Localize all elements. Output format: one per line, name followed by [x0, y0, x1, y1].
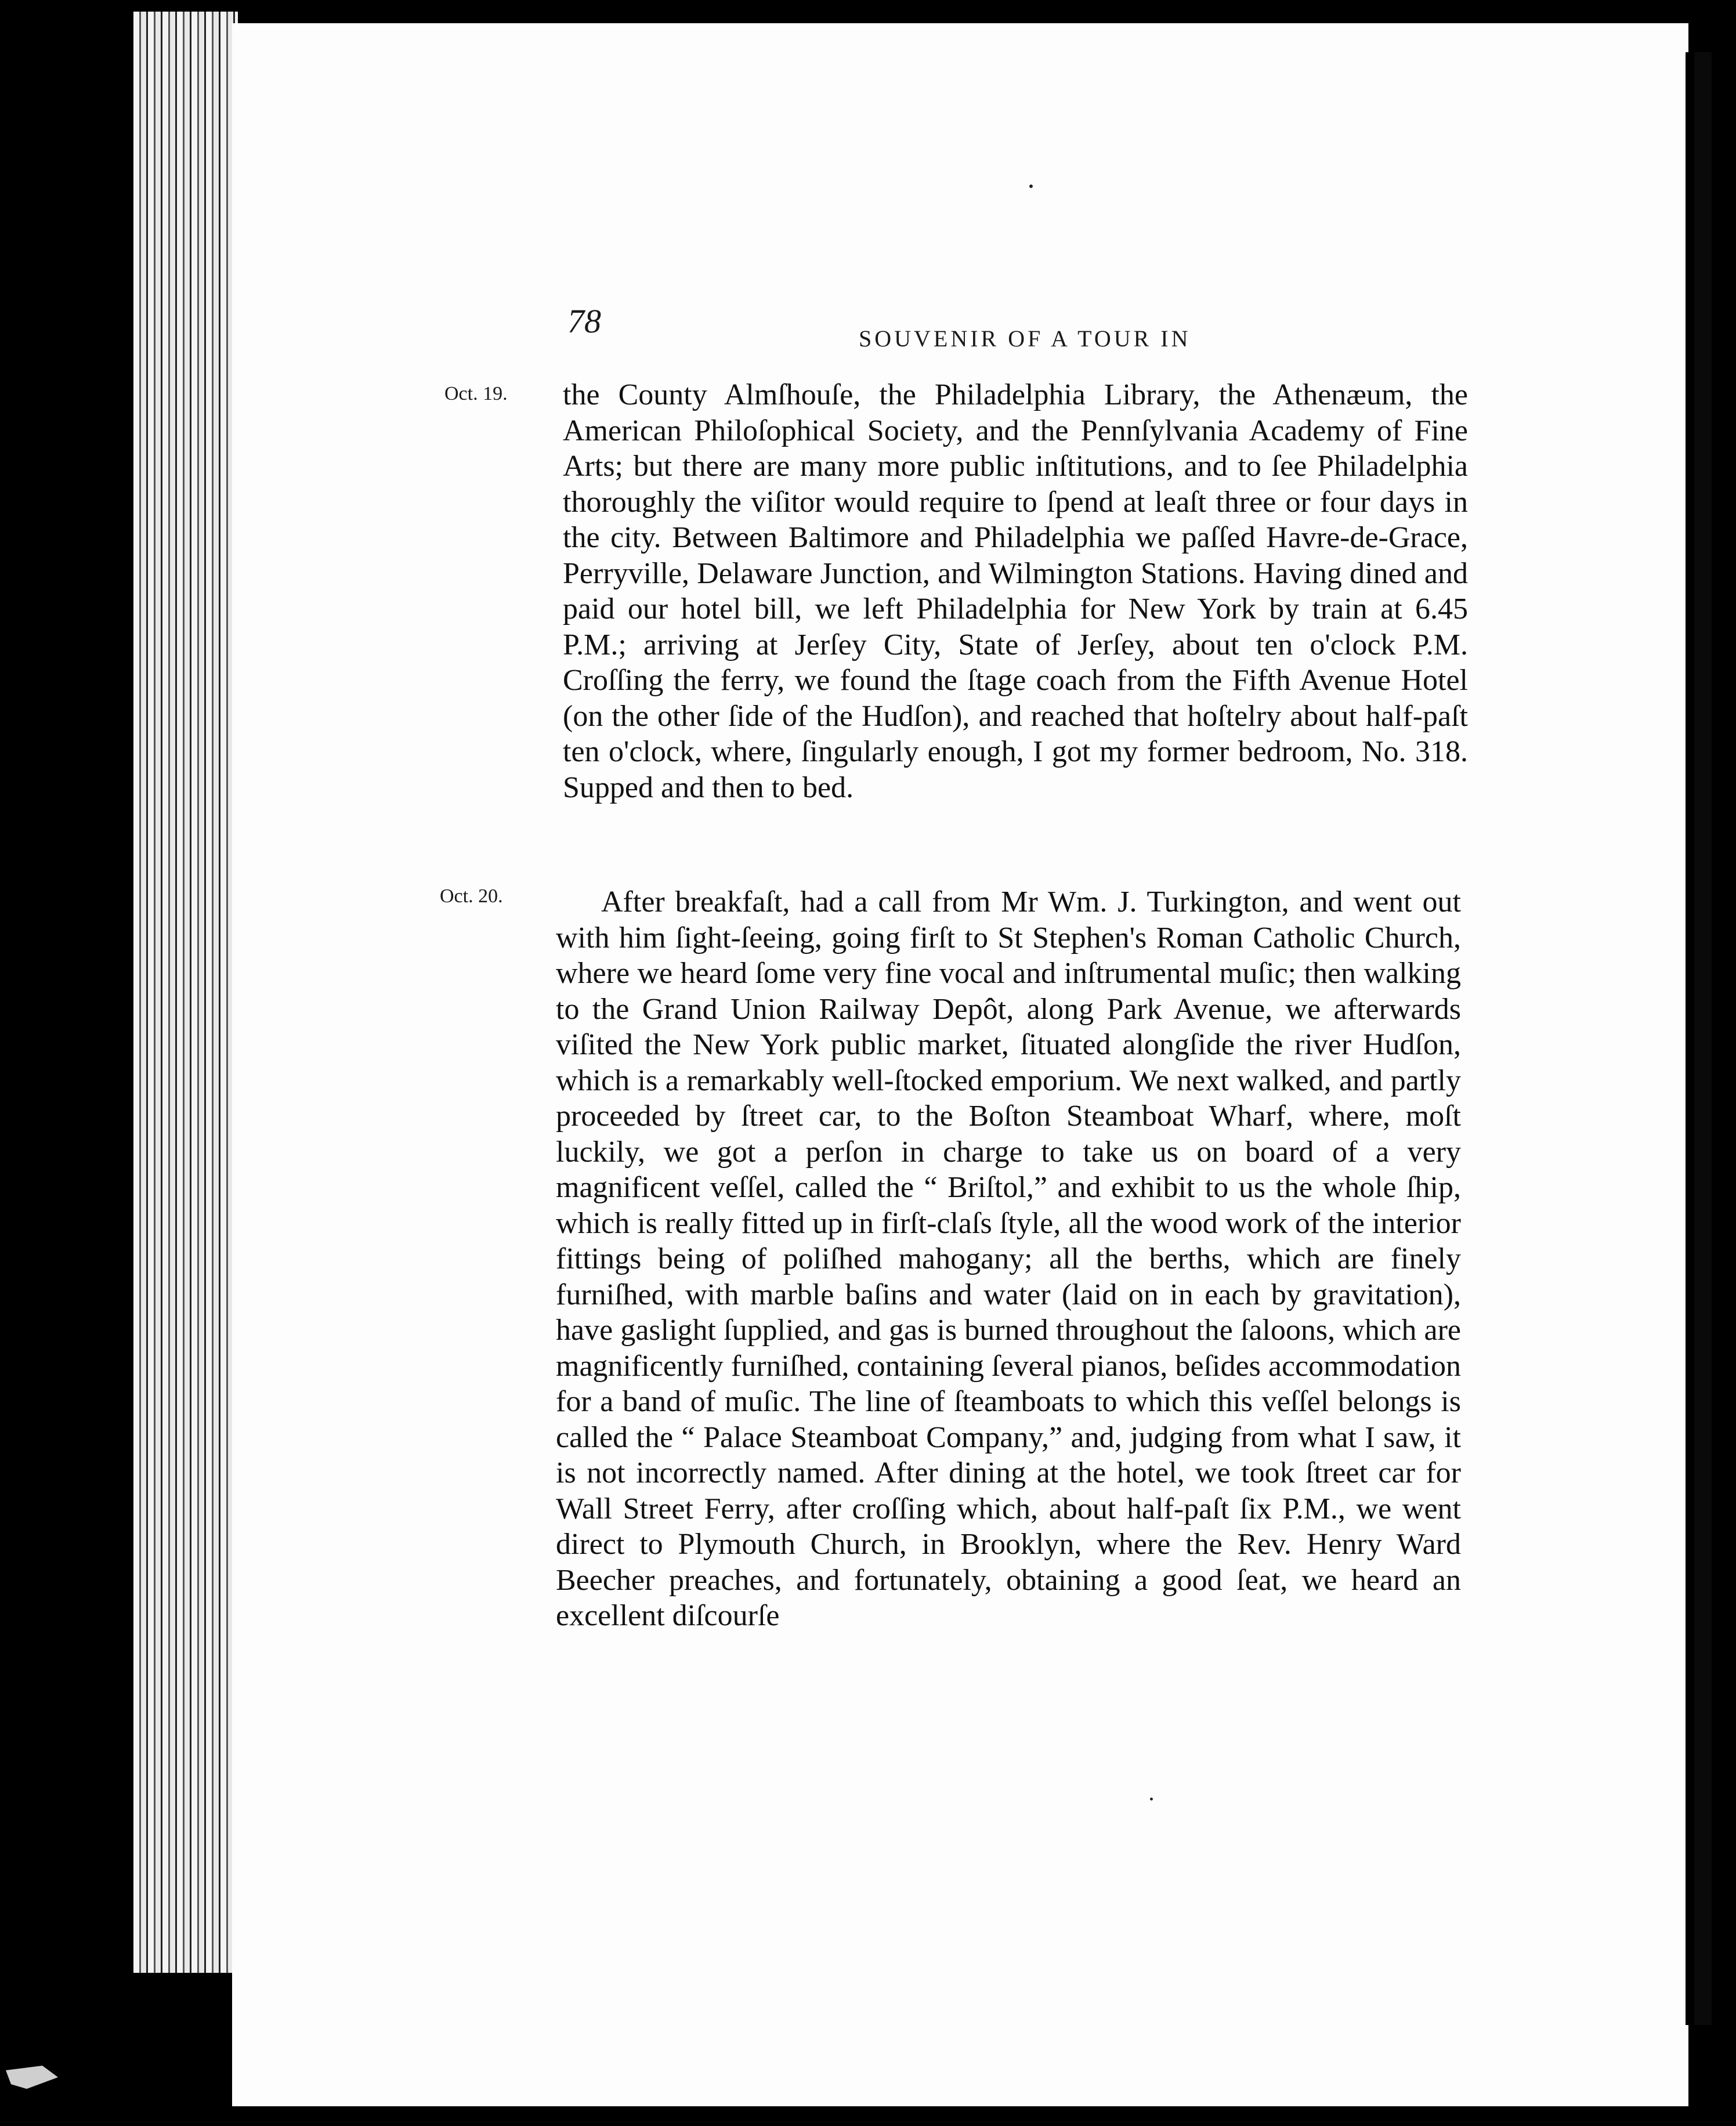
dust-speck	[1029, 185, 1033, 188]
dust-speck	[1150, 1798, 1153, 1800]
entry-text-oct-19: the County Almſhouſe, the Philadelphia Library, the Athenæum, the American Philoſophical Society, and the Pennſylvania Academy of Fine Arts; but there are many more public inſtitutions, and to ſee Philadelphia thoroughly the viſitor would require to ſpend at leaſt three or four days in the city. Between Baltimore and Philadelphia we paſſed Havre-de-Grace, Perryville, Delaware Junction, and Wilmington Stations. Having dined and paid our hotel bill, we left Philadelphia for New York by train at 6.45 P.M.; arriving at Jerſey City, State of Jerſey, about ten o'clock P.M. Croſſing the ferry, we found the ſtage coach from the Fifth Avenue Hotel (on the other ſide of the Hudſon), and reached that hoſtelry about half-paſt ten o'clock, where, ſingularly enough, I got my former bedroom, No. 318. Supped and then to bed.	[563, 378, 1468, 804]
stacked-page-edges	[133, 12, 238, 1973]
entry-date-oct-20: Oct. 20.	[440, 885, 503, 907]
facing-page-edge	[1694, 52, 1712, 2025]
entry-date-oct-19: Oct. 19.	[444, 383, 508, 404]
running-title: SOUVENIR OF A TOUR IN	[859, 326, 1191, 352]
entry-text-oct-20: After breakfaſt, had a call from Mr Wm. J. Turkington, and went out with him ſight-ſeeing, going firſt to St Stephen's Roman Catholic Church, where we heard ſome very fine vocal and inſtrumental muſic; then walking to the Grand Union Railway Depôt, along Park Avenue, we afterwards viſited the New York public market, ſituated alongſide the river Hudſon, which is a remarkably well-ſtocked emporium. We next walked, and partly proceeded by ſtreet car, to the Boſton Steamboat Wharf, where, moſt luckily, we got a perſon in charge to take us on board of a very magnificent veſſel, called the “ Briſtol,” and exhibit to us the whole ſhip, which is really fitted up in firſt-claſs ſtyle, all the wood work of the interior fittings being of poliſhed mahogany; all the berths, which are finely furniſhed, with marble baſins and water (laid on in each by gravitation), have gaslight ſupplied, and gas is burned throughout the ſaloons, which are magnificently furniſhed, containing ſeveral pianos, beſides accommodation for a band of muſic. The line of ſteamboats to which this veſſel belongs is called the “ Palace Steamboat Company,” and, judging from what I saw, it is not incorrectly named. After dining at the hotel, we took ſtreet car for Wall Street Ferry, after croſſing which, about half-paſt ſix P.M., we went direct to Plymouth Church, in Brooklyn, where the Rev. Henry Ward Beecher preaches, and fortunately, obtaining a good ſeat, we heard an excellent diſcourſe	[556, 885, 1461, 1632]
scan-artifact	[6, 2066, 58, 2089]
page-number: 78	[567, 302, 601, 340]
